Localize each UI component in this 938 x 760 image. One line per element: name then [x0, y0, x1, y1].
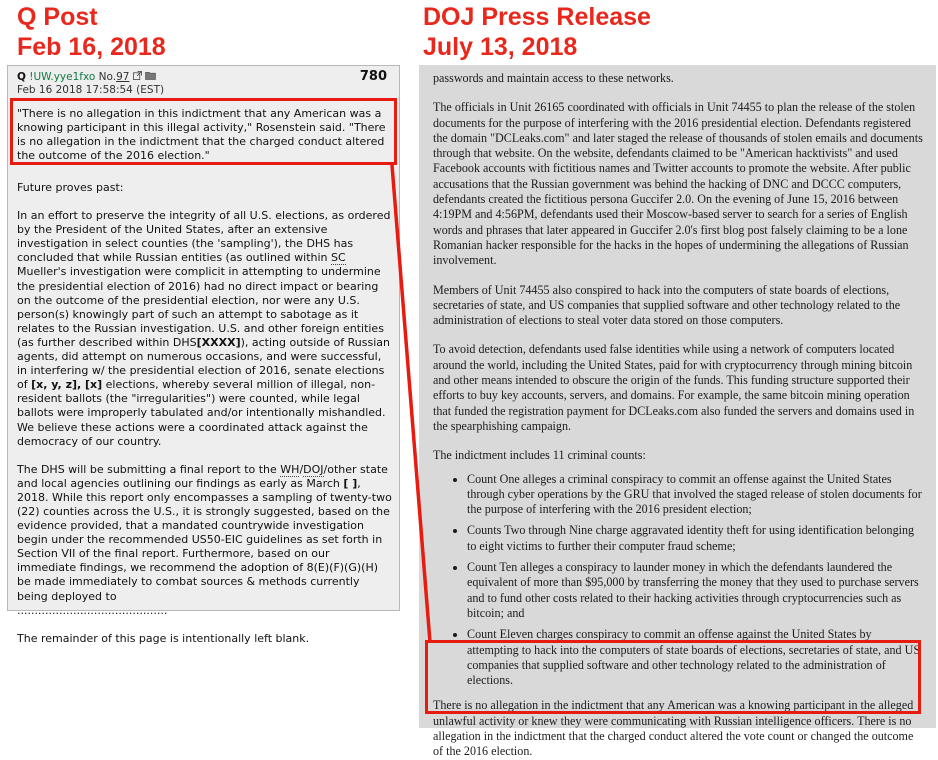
doj-paragraph-0: passwords and maintain access to these networks. — [433, 71, 674, 85]
q-post-number-link[interactable]: 97 — [116, 71, 130, 83]
q-post-header — [17, 70, 387, 84]
folder-icon[interactable] — [145, 70, 156, 84]
doj-paragraph-3: To avoid detection, defendants used false identities while using a network of computers located around the world, including the United States, paid for with cryptocurrency through mining bitcoin and other means intended to obscure the origin of the funds. This funding structure supported their efforts to buy key accounts, servers, and domains. For example, the same bitcoin mining operation that funded the registration payment for DCLeaks.com also funded the servers and domains used in the spearphishing campaign. — [433, 342, 915, 433]
post-count: 780 — [359, 69, 387, 84]
q-para1-part-c: ), acting outside of Russian agents, did attempt on numerous occasions, and were successful, in interfering w/ the presidential election of 2016, senate elections of — [17, 335, 391, 392]
doj-count-item: • Count Ten alleges a conspiracy to launder money in which the defendants laundered the equivalent of more than $95,000 by transferring the money that they used to purchase servers and to fund other costs related to their hacking activities through cryptocurrencies such as bitcoin; and — [467, 560, 925, 621]
q-tripcode: !UW.yye1fxo — [29, 71, 96, 83]
q-author: Q — [17, 71, 26, 83]
q-post-heading — [17, 2, 166, 62]
doj-count-item: • Count Eleven charges conspiracy to commit an offense against the United States by attempting to hack into the computers of state boards of elections, secretaries of state, and US companies that supplied software and other technology related to the administration of elections. — [467, 627, 925, 688]
rosenstein-quote: "There is no allegation in this indictment that any American was a knowing participant in this illegal activity," Rosenstein said. "There is no allegation in the indictment that the charged conduct altered the outcome of the 2016 election." — [17, 107, 386, 163]
external-link-icon[interactable] — [133, 70, 142, 84]
q-paragraph-1 — [17, 209, 392, 449]
doj-highlight-box — [425, 640, 921, 714]
doj-paragraph-1: The officials in Unit 26165 coordinated with officials in Unit 74455 to plan the release of the stolen documents for the purpose of interfering with the 2016 presidential election. Defendants registered the domain "DCLeaks.com" and later staged the release of thousands of stolen emails and documents through that website. On the website, defendants claimed to be "American hacktivists" and used Facebook accounts with fictitious names and Twitter accounts to promote the website. After public accusations that the Russian government was behind the hacking of DNC and DCCC computers, defendants created the fictitious persona Guccifer 2.0. On the evening of June 15, 2016 between 4:19PM and 4:56PM, defendants used their Moscow-based server to search for a series of English words and phrases that later appeared in Guccifer 2.0's first blog post falsely claiming to be a lone Romanian hacker responsible for the hacks in the hopes of undermining the allegations of Russian involvement. — [433, 100, 923, 268]
q-para1-sc: SC — [331, 251, 346, 265]
doj-heading-title: DOJ Press Release — [423, 3, 651, 31]
q-para1-part-b: Mueller's investigation were complicit in attempting to undermine the presidential election of 2016) had no direct impact or bearing on the outcome of the presidential election, nor were any U.S. person(s) knowingly part of such an attempt to sabotage as it relates to the Russian investigation. U.S. and other foreign entities (as further described within DHS — [17, 265, 384, 349]
q-para2-part-c: , 2018. While this report only encompasses a sampling of twenty-two (22) counties across the U.S., it is strongly suggested, based on the evidence provided, that a mandated countrywide investigation begin under the recommended US50-EIC guidelines as set forth in Section VII of the final report. Furthermore, based on our immediate findings, we recommend the adoption of 8(E)(F)(G)(H) be made immediately to combat sources & methods currently being deployed to — [17, 476, 392, 603]
q-para2-part-b: /other state and local agencies outlining our findings as early as March — [17, 462, 388, 490]
doj-heading — [423, 2, 651, 62]
q-para2-doj: DOJ — [303, 462, 324, 476]
q-post-heading-title: Q Post — [17, 3, 98, 31]
q-para2-slash: / — [299, 462, 304, 476]
doj-count-item: • Count One alleges a criminal conspiracy to commit an offense against the United States through cyber operations by the GRU that involved the staged release of stolen documents for the purpose of interfering with the 2016 president election; — [467, 472, 925, 518]
future-proves-past: Future proves past: — [17, 181, 124, 194]
q-para2-wh: WH — [280, 462, 300, 476]
q-ending: The remainder of this page is intentionally left blank. — [17, 631, 310, 645]
q-para1-part-a: In an effort to preserve the integrity of all U.S. elections, as ordered by the President of the United States, after an extensive investigation in select counties (the 'sampling'), the DHS has concluded that while Russian entities (as outlined within — [17, 209, 391, 265]
q-para1-redaction: [XXXX] — [196, 335, 241, 349]
q-post-body — [17, 107, 392, 646]
doj-count-item: • Counts Two through Nine charge aggravated identity theft for using identification belonging to eight victims to further their computer fraud scheme; — [467, 523, 925, 554]
doj-paragraph-4: The indictment includes 11 criminal counts: — [433, 448, 646, 463]
q-para1-xyz: [x, y, z], [x] — [31, 378, 103, 392]
q-para1-part-d: elections, whereby several million of illegal, non-resident ballots (the "irregularities") were counted, while legal ballots were improperly tabulated and/or intentionally mishandled. We believe these actions were a coordinated attack against the democracy of our country. — [17, 378, 386, 448]
q-dots: ........................................... — [17, 603, 168, 617]
q-timestamp: Feb 16 2018 17:58:54 (EST) — [17, 84, 165, 96]
q-highlight-box — [10, 98, 397, 165]
doj-heading-date: July 13, 2018 — [423, 33, 578, 61]
q-no-label: No. — [98, 71, 117, 83]
doj-paragraph-5: There is no allegation in the indictment that any American was a knowing participant in the alleged unlawful activity or knew they were communicating with Russian intelligence officers. There is no allegation in the indictment that the charged conduct altered the vote count or changed the outcome of the 2016 election. — [433, 698, 914, 759]
doj-paragraph-2: Members of Unit 74455 also conspired to hack into the computers of state boards of elections, secretaries of state, and US companies that supplied software and other technology related to the administration of elections to steal voter data stored on those computers. — [433, 282, 901, 328]
q-post-heading-date: Feb 16, 2018 — [17, 33, 166, 61]
doj-document — [419, 65, 936, 759]
q-para2-bracket: [ ] — [343, 476, 358, 490]
q-paragraph-2 — [17, 463, 392, 604]
q-para2-part-a: The DHS will be submitting a final report to the — [17, 462, 281, 476]
